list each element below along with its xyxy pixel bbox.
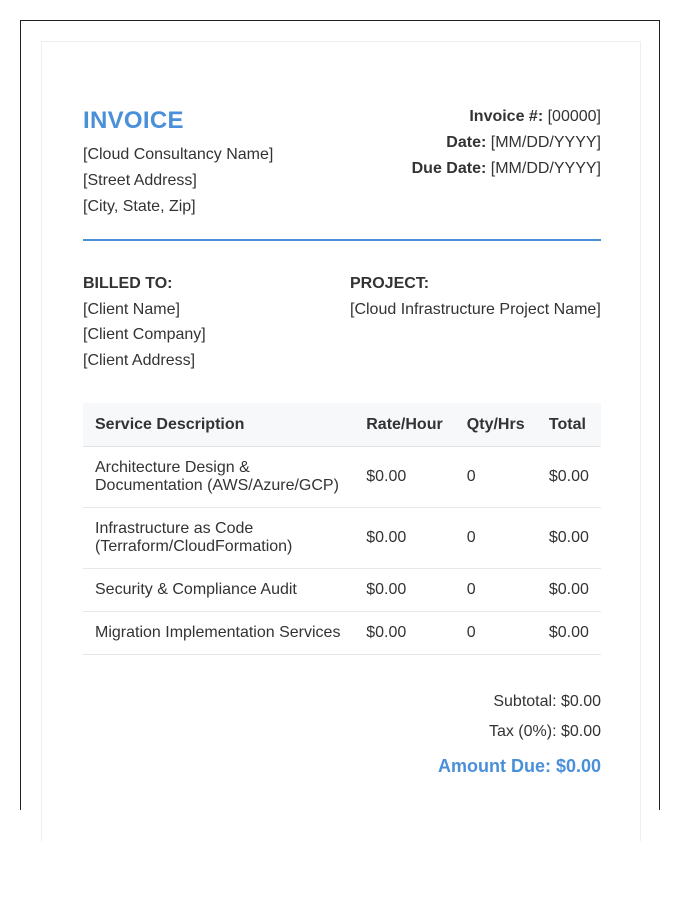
due-date-label: Due Date: — [411, 160, 487, 177]
table-row — [83, 447, 601, 508]
subtotal: Subtotal: $0.00 — [493, 693, 601, 710]
due-date-value: [MM/DD/YYYY] — [490, 160, 601, 177]
service-rate: $0.00 — [354, 508, 455, 569]
sender-name: [Cloud Consultancy Name] — [83, 146, 274, 163]
service-description — [83, 447, 354, 508]
invoice-number-line — [412, 104, 601, 130]
header-total: Total — [537, 403, 601, 447]
tax-line: Tax (0%): $0.00 — [488, 723, 601, 740]
header-divider — [83, 239, 601, 241]
sender-street: [Street Address] — [83, 172, 197, 189]
invoice-header — [83, 42, 601, 239]
sender-info — [83, 142, 273, 220]
service-rate: $0.00 — [354, 612, 455, 655]
service-description-line: Documentation (AWS/Azure/GCP) — [95, 477, 339, 494]
service-rate: $0.00 — [354, 447, 455, 508]
due-date-line — [412, 156, 601, 182]
service-total: $0.00 — [537, 508, 601, 569]
invoice-number-value: [00000] — [547, 108, 601, 125]
service-qty: 0 — [455, 569, 537, 612]
sender-city: [City, State, Zip] — [83, 198, 196, 215]
service-total: $0.00 — [537, 612, 601, 655]
totals-block — [438, 687, 601, 779]
service-qty: 0 — [455, 447, 537, 508]
page-frame — [20, 20, 660, 810]
service-description — [83, 508, 354, 569]
invoice-title: INVOICE — [83, 107, 184, 134]
service-description-line: Infrastructure as Code — [95, 520, 254, 537]
billed-to-label: BILLED TO: — [83, 275, 173, 292]
project-label: PROJECT: — [350, 275, 430, 292]
service-description: Migration Implementation Services — [83, 612, 354, 655]
service-total: $0.00 — [537, 447, 601, 508]
invoice-date-label: Date: — [446, 134, 487, 151]
amount-due: Amount Due: $0.00 — [437, 756, 601, 776]
table-row — [83, 612, 601, 655]
service-description-line: Architecture Design & — [95, 459, 250, 476]
invoice-sheet — [41, 41, 641, 841]
header-qty-hrs: Qty/Hrs — [455, 403, 537, 447]
services-table — [83, 403, 601, 655]
client-address: [Client Address] — [83, 351, 196, 369]
service-description: Security & Compliance Audit — [83, 569, 354, 612]
service-description-line: (Terraform/CloudFormation) — [95, 538, 293, 555]
service-qty: 0 — [455, 612, 537, 655]
header-service-description: Service Description — [83, 403, 354, 447]
header-rate-hour: Rate/Hour — [354, 403, 455, 447]
client-company: [Client Company] — [83, 326, 206, 343]
client-name: [Client Name] — [83, 300, 180, 318]
project-name: [Cloud Infrastructure Project Name] — [350, 300, 601, 318]
service-rate: $0.00 — [354, 569, 455, 612]
table-row — [83, 569, 601, 612]
invoice-date-line — [412, 130, 601, 156]
invoice-number-label: Invoice #: — [469, 108, 544, 125]
invoice-date-value: [MM/DD/YYYY] — [490, 134, 601, 151]
table-row — [83, 508, 601, 569]
table-header-row — [83, 403, 601, 447]
service-total: $0.00 — [537, 569, 601, 612]
project-block — [350, 271, 601, 322]
service-qty: 0 — [455, 508, 537, 569]
invoice-meta — [412, 104, 601, 182]
billed-to-block — [83, 271, 206, 373]
